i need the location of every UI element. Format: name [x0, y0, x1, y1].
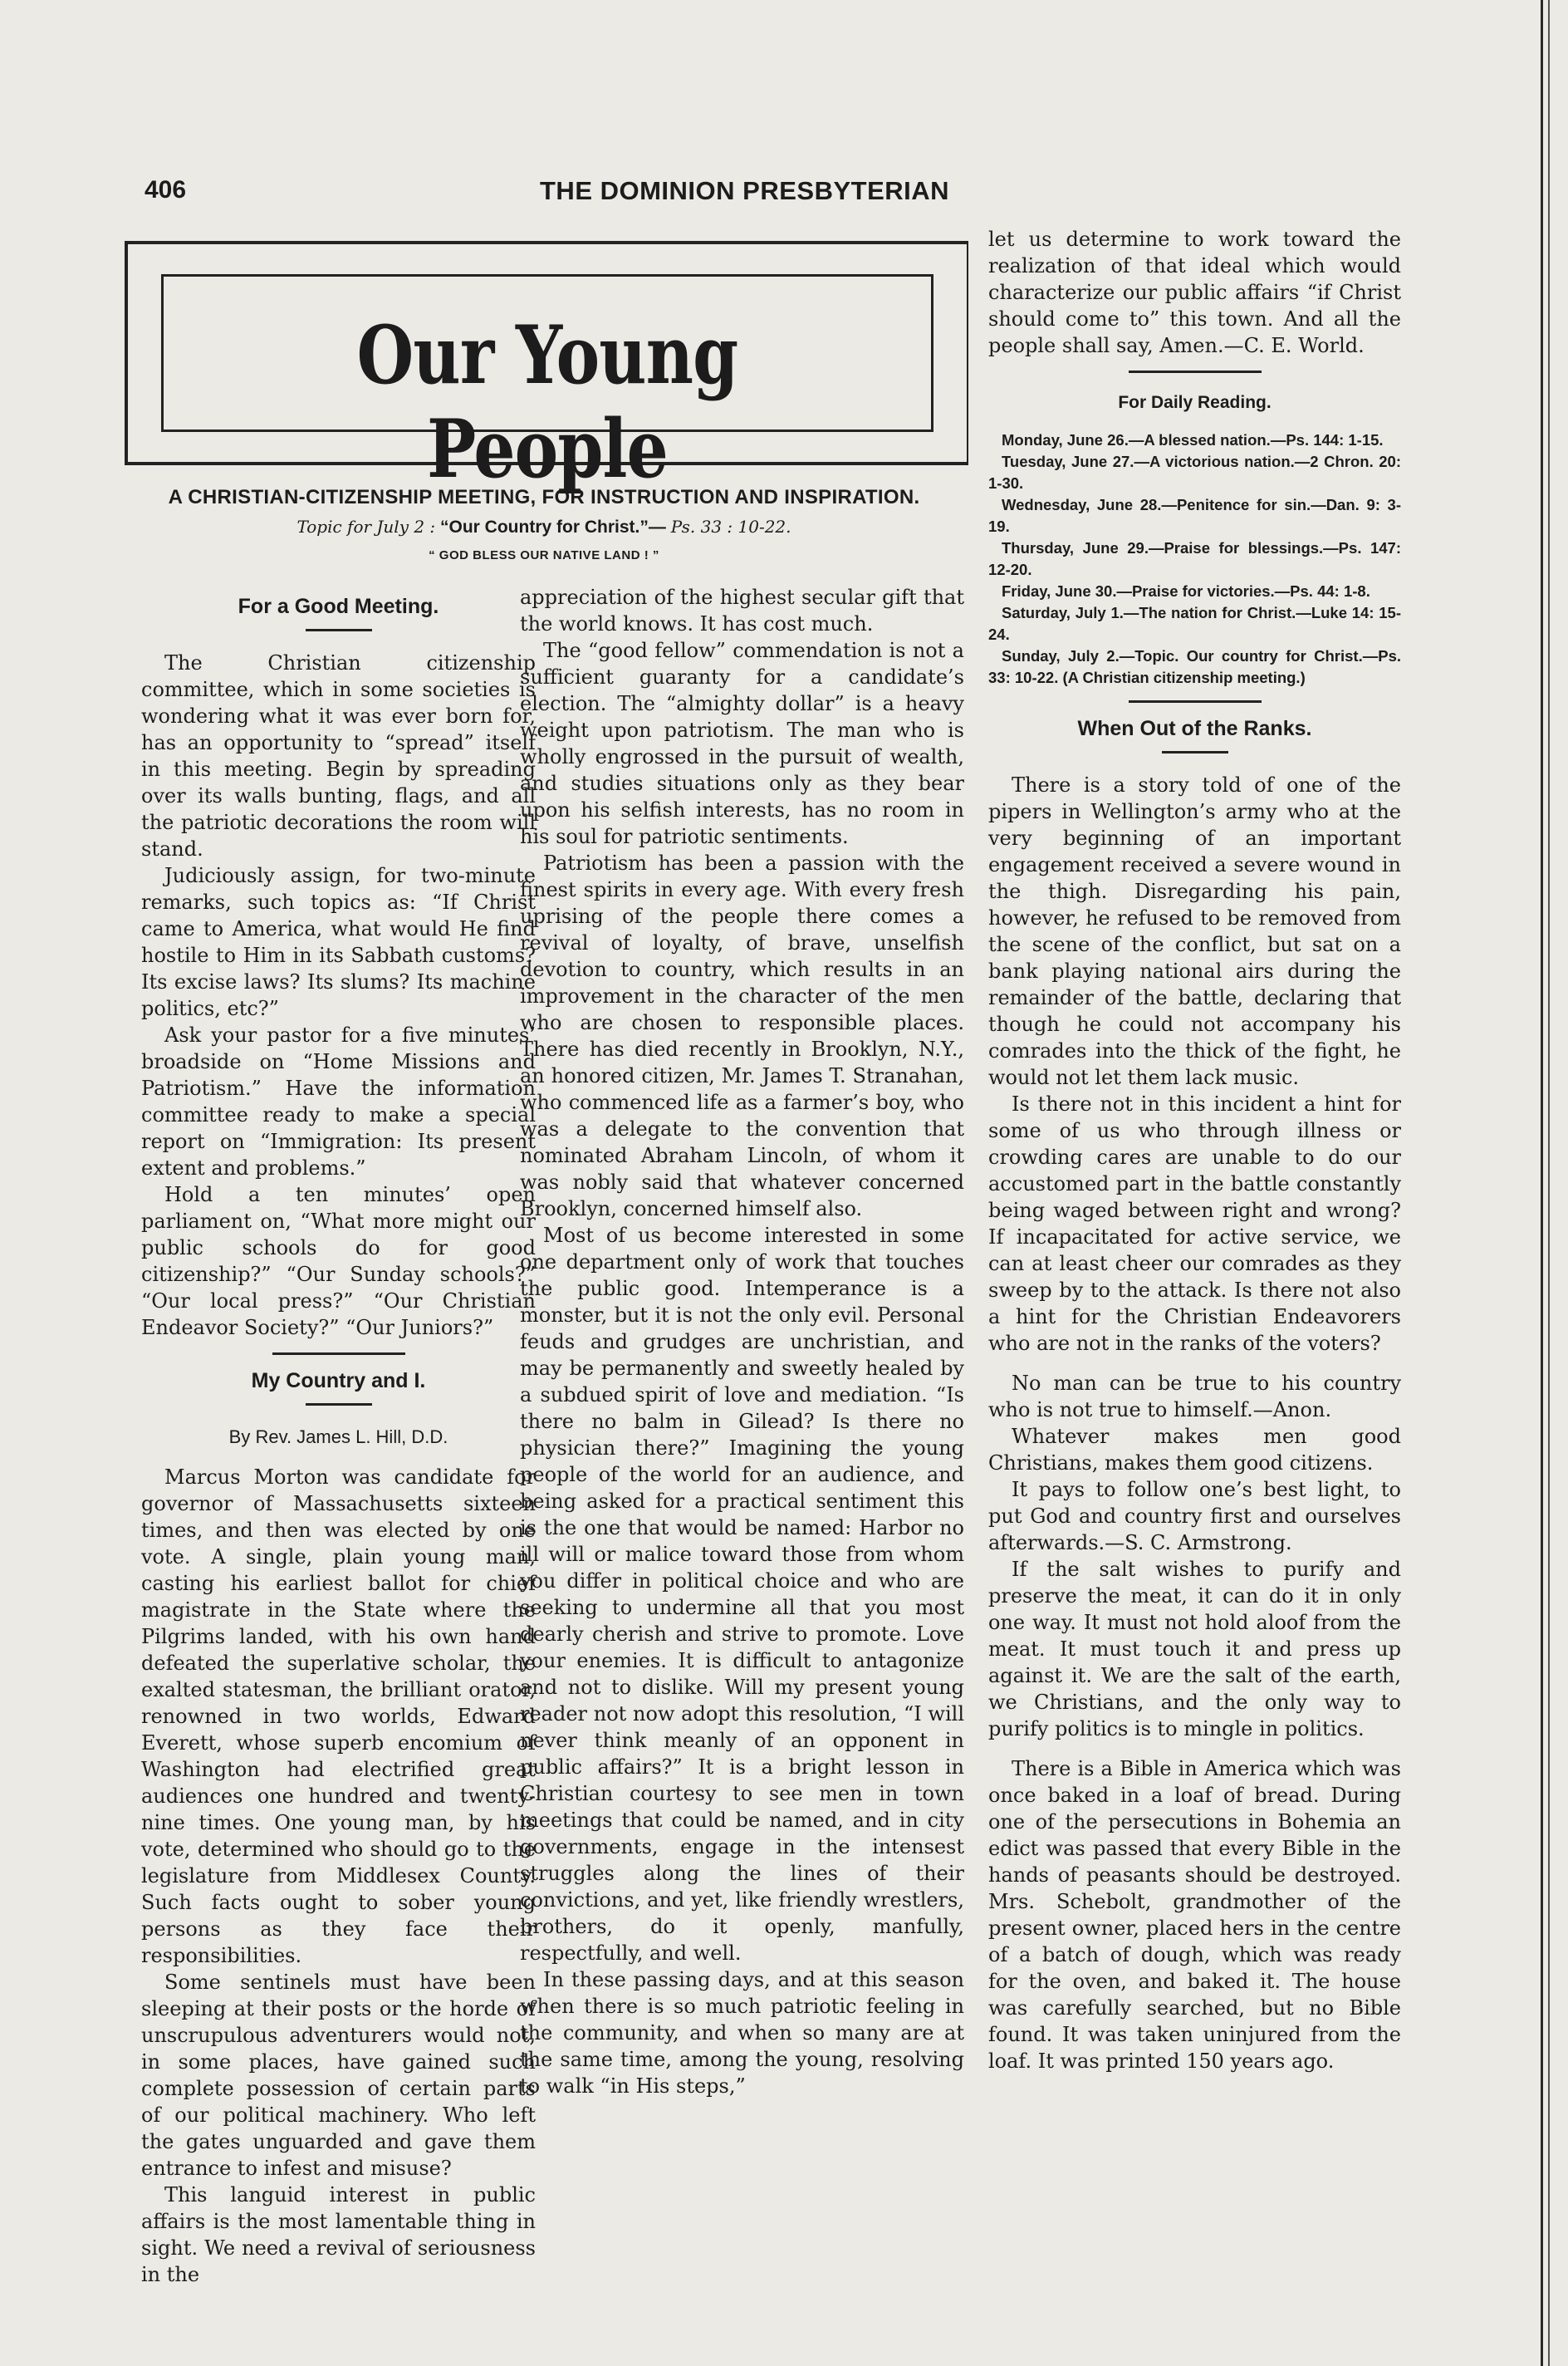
- banner-title: Our Young People: [356, 308, 738, 496]
- paragraph: Judiciously assign, for two-minute remarks, such topics as: “If Christ came to America, what would He find hostile to Him in its Sabbath customs? Its excise laws? Its slums? Its machine politics, etc?”: [141, 864, 536, 1020]
- divider: [1162, 751, 1228, 753]
- paragraph: Ask your pastor for a five minutes’ broadside on “Home Missions and Patriotism.” Have the information committee ready to make a special report on “Immigration: Its present extent and problems.”: [141, 1023, 536, 1180]
- daily-reading-item: Monday, June 26.—A blessed nation.—Ps. 144: 1-15.: [1002, 431, 1384, 449]
- divider: [1129, 700, 1262, 703]
- daily-reading-title: For Daily Reading.: [1118, 393, 1272, 412]
- topic-ref: Ps. 33 : 10-22.: [670, 517, 791, 537]
- paragraph: Is there not in this incident a hint for some of us who through illness or crowding cares are unable to do our accustomed part in the battle constantly being waged between right and wrong? If incapacitated for active service, we can at least cheer our comrades as they sweep by to the attack. Is there not also a hint for the Christian Endeavorers who are not in the ranks of the voters?: [988, 1092, 1401, 1355]
- section-title: When Out of the Ranks.: [1077, 717, 1312, 740]
- column-left: [141, 584, 536, 2288]
- paragraph: appreciation of the highest secular gift that the world knows. It has cost much.: [520, 586, 964, 636]
- meeting-heading: A CHRISTIAN-CITIZENSHIP MEETING, FOR INSTRUCTION AND INSPIRATION.: [168, 486, 920, 508]
- motto: “ GOD BLESS OUR NATIVE LAND ! ”: [429, 548, 659, 562]
- daily-reading-item: Friday, June 30.—Praise for victories.—Ps. 44: 1-8.: [1002, 582, 1370, 600]
- paragraph: It pays to follow one’s best light, to put God and country first and ourselves afterwards.—S. C. Armstrong.: [988, 1478, 1401, 1554]
- daily-reading-item: Tuesday, June 27.—A victorious nation.—2 Chron. 20: 1-30.: [988, 453, 1401, 492]
- paragraph: In these passing days, and at this season when there is so much patriotic feeling in the community, and when so many are at the same time, among the young, resolving to walk “in His steps,”: [520, 1968, 964, 2098]
- paragraph: This languid interest in public affairs is the most lamentable thing in sight. We need a revival of seriousness in the: [141, 2183, 536, 2286]
- paragraph: Patriotism has been a passion with the finest spirits in every age. With every fresh uprising of the people there comes a revival of loyalty, of brave, unselfish devotion to country, which results in an improvement in the character of the men who are chosen to responsible places. There has died recently in Brooklyn, N.Y., an honored citizen, Mr. James T. Stranahan, who commenced life as a farmer’s boy, who was a delegate to the convention that nominated Abraham Lincoln, of whom it was nobly said that whatever concerned Brooklyn, concerned himself also.: [520, 852, 964, 1220]
- daily-reading-list: [988, 430, 1401, 689]
- column-right: [988, 226, 1401, 2074]
- journal-title: THE DOMINION PRESBYTERIAN: [540, 176, 950, 205]
- section-title: My Country and I.: [251, 1369, 426, 1392]
- daily-reading-item: Sunday, July 2.—Topic. Our country for Christ.—Ps. 33: 10-22. (A Christian citizenship meeting.): [988, 647, 1401, 686]
- topic-prefix: Topic for July 2 :: [296, 517, 436, 537]
- paragraph: Marcus Morton was candidate for governor of Massachusetts sixteen times, and then was elected by one vote. A single, plain young man, casting his earliest ballot for chief magistrate in the State where the Pilgrims landed, with his own hand defeated the superlative scholar, the exalted statesman, the brilliant orator, renowned in two worlds, Edward Everett, whose superb encomium of Washington had electrified great audiences one hundred and twenty-nine times. One young man, by his vote, determined who should go to the legislature from Middlesex County. Such facts ought to sober young persons as they face their responsibilities.: [141, 1465, 536, 1967]
- topic-line: [125, 517, 963, 538]
- page-edge-line: [1548, 0, 1550, 2366]
- page-edge-line: [1541, 0, 1543, 2366]
- topic-title: “Our Country for Christ.”—: [440, 518, 666, 537]
- daily-reading-item: Saturday, July 1.—The nation for Christ.—Luke 14: 15-24.: [988, 604, 1401, 643]
- daily-reading-item: Wednesday, June 28.—Penitence for sin.—Dan. 9: 3-19.: [988, 496, 1401, 535]
- divider: [272, 1352, 405, 1355]
- paragraph: If the salt wishes to purify and preserve the meat, it can do it in only one way. It must not hold aloof from the meat. It must touch it and press up against it. We are the salt of the earth, we Christians, and the only way to purify politics is to mingle in politics.: [988, 1558, 1401, 1740]
- column-middle: [520, 584, 964, 2099]
- byline: By Rev. James L. Hill, D.D.: [228, 1426, 448, 1447]
- daily-reading-item: Thursday, June 29.—Praise for blessings.—Ps. 147: 12-20.: [988, 539, 1401, 578]
- banner-inner-frame: [161, 274, 933, 496]
- paragraph: Hold a ten minutes’ open parliament on, “What more might our public schools do for good citizenship?” “Our Sunday schools?” “Our local press?” “Our Christian Endeavor Society?” “Our Juniors?”: [141, 1183, 536, 1339]
- section-title: For a Good Meeting.: [238, 595, 439, 618]
- page-number: 406: [145, 176, 187, 204]
- paragraph: Most of us become interested in some one department only of work that touches the public good. Intemperance is a monster, but it is not the only evil. Personal feuds and grudges are unchristian, and may be permanently and sweetly healed by a subdued spirit of love and mediation. “Is there no balm in Gilead? Is there no physician there?” Imagining the young people of the world for an audience, and being asked for a practical sentiment this is the one that would be named: Harbor no ill will or malice toward those from whom you differ in political choice and who are seeking to undermine all that you most dearly cherish and strive to promote. Love your enemies. It is difficult to antagonize and not to dislike. Will my present young reader not now adopt this resolution, “I will never think meanly of an opponent in public affairs?” It is a bright lesson in Christian courtesy to see men in town meetings that could be named, and in city governments, engage in the intensest struggles along the lines of their convictions, and yet, like friendly wrestlers, brothers, do it openly, manfully, respectfully, and well.: [520, 1224, 964, 1965]
- paragraph: No man can be true to his country who is not true to himself.—Anon.: [988, 1372, 1401, 1421]
- paragraph: The Christian citizenship committee, which in some societies is wondering what it was ever born for, has an opportunity to “spread” itself in this meeting. Begin by spreading over its walls bunting, flags, and all the patriotic decorations the room will stand.: [141, 651, 536, 861]
- paragraph: Whatever makes men good Christians, makes them good citizens.: [988, 1425, 1401, 1475]
- paragraph: let us determine to work toward the realization of that ideal which would characterize our public affairs “if Christ should come to” this town. And all the people shall say, Amen.—C. E. World.: [988, 228, 1401, 357]
- divider: [306, 1403, 372, 1406]
- paragraph: Some sentinels must have been sleeping at their posts or the horde of unscrupulous adventurers would not, in some places, have gained such complete possession of certain parts of our political machinery. Who left the gates unguarded and gave them entrance to infest and misuse?: [141, 1971, 536, 2180]
- paragraph: There is a Bible in America which was once baked in a loaf of bread. During one of the persecutions in Bohemia an edict was passed that every Bible in the hands of peasants should be destroyed. Mrs. Schebolt, grandmother of the present owner, placed hers in the centre of a batch of dough, which was ready for the oven, and baked it. The house was carefully searched, but no Bible found. It was taken uninjured from the loaf. It was printed 150 years ago.: [988, 1757, 1401, 2073]
- paragraph: There is a story told of one of the pipers in Wellington’s army who at the very beginning of an important engagement received a severe wound in the thigh. Disregarding his pain, however, he refused to be removed from the scene of the conflict, but sat on a bank playing national airs during the remainder of the battle, declaring that though he could not accompany his comrades into the thick of the fight, he would not let them lack music.: [988, 773, 1401, 1089]
- section-banner: [125, 241, 968, 496]
- divider: [1129, 371, 1262, 373]
- paragraph: The “good fellow” commendation is not a sufficient guaranty for a candidate’s election. The “almighty dollar” is a heavy weight upon patriotism. The man who is wholly engrossed in the pursuit of wealth, and studies situations only as they bear upon his selfish interests, has no room in his soul for patriotic sentiments.: [520, 639, 964, 848]
- divider: [306, 629, 372, 631]
